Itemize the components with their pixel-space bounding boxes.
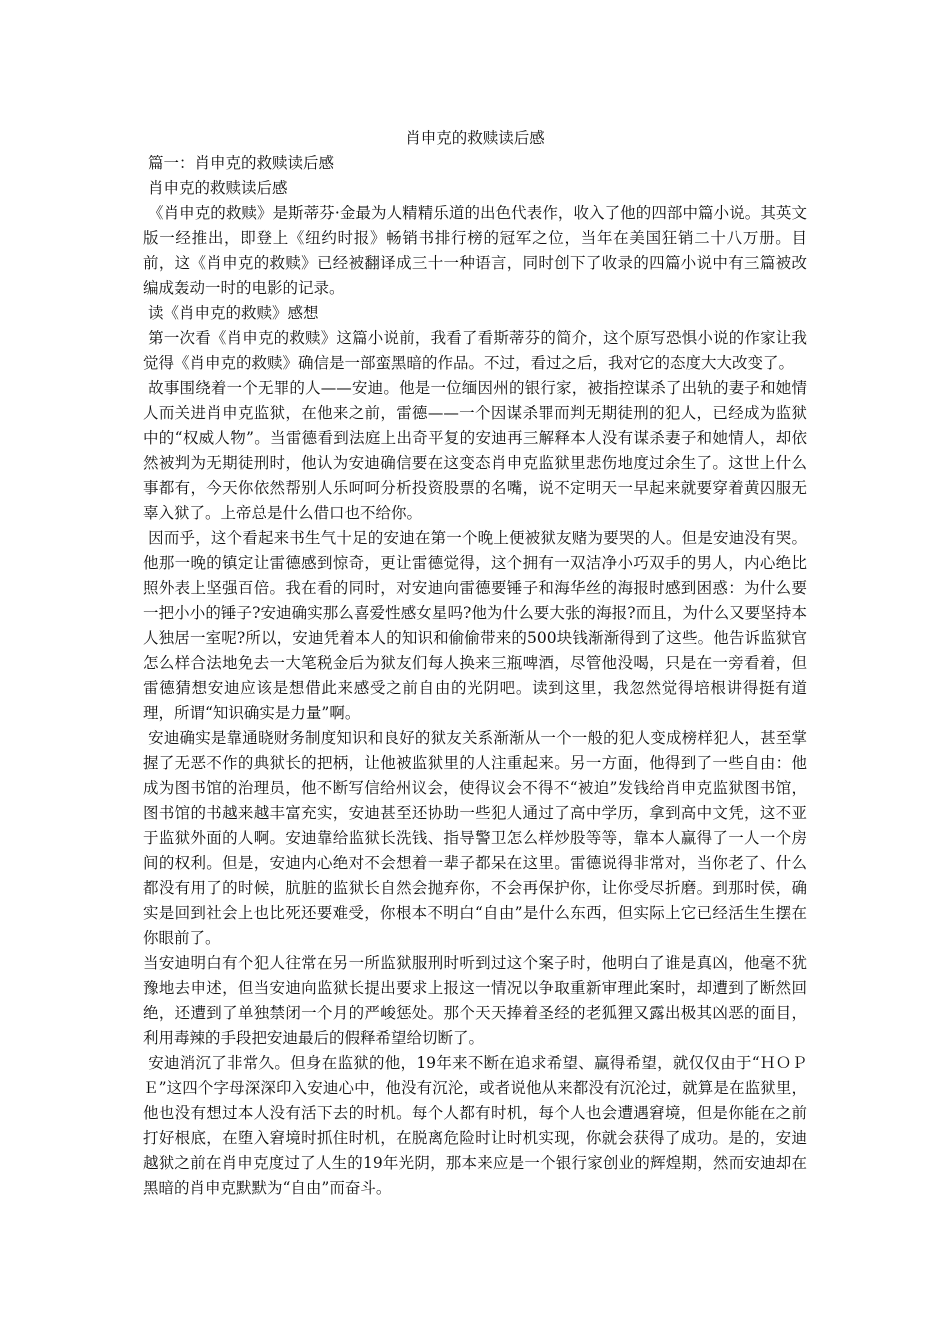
paragraph-hope: 安迪消沉了非常久。但身在监狱的他，19年来不断在追求希望、赢得希望，就仅仅由于“ＨＯＰＥ”这四个字母深深印入安迪心中，他没有沉沦，或者说他从来都没有沉沦过，就算是在监狱里，他也没有想过本人没有活下去的时机。每个人都有时机，每个人也会遭遇窘境，但是你能在之前打好根底，在堕入窘境时抓住时机，在脱离危险时让时机实现，你就会获得了成功。是的，安迪越狱之前在肖申克度过了人生的19年光阴，那本来应是一个银行家创业的辉煌期，然而安迪却在黑暗的肖申克默默为“自由”而奋斗。 [143,1054,807,1197]
paragraph-first-impression: 第一次看《肖申克的救赎》这篇小说前，我看了看斯蒂芬的简介，这个原写恐惧小说的作家让我觉得《肖申克的救赎》确信是一部蛮黑暗的作品。不过，看过之后，我对它的态度大大改变了。 [143,329,807,372]
paragraph-library: 安迪确实是靠通晓财务制度知识和良好的狱友关系渐渐从一个一般的犯人变成榜样犯人，甚至掌握了无恶不作的典狱长的把柄，让他被监狱里的人注重起来。另一方面，他得到了一些自由：他成为图书馆的治理员，他不断写信给州议会，使得议会不得不“被迫”发钱给肖申克监狱图书馆，图书馆的书越来越丰富充实，安迪甚至还协助一些犯人通过了高中学历，拿到高中文凭，这不亚于监狱外面的人啊。安迪靠给监狱长洗钱、指导警卫怎么样炒股等等，靠本人赢得了一人一个房间的权利。但是，安迪内心绝对不会想着一辈子都呆在这里。雷德说得非常对，当你老了、什么都没有用了的时候，肮脏的监狱长自然会抛弃你，不会再保护你，让你受尽折磨。到那时侯，确实是回到社会上也比死还要难受，你根本不明白“自由”是什么东西，但实际上它已经活生生摆在你眼前了。 [143,729,807,947]
document-body [143,126,807,1201]
paragraph-heading: 读《肖申克的救赎》感想 [143,304,319,322]
document-title: 肖申克的救赎读后感 [405,129,545,147]
paragraph-first-night: 因而乎，这个看起来书生气十足的安迪在第一个晚上便被狱友赌为要哭的人。但是安迪没有哭。他那一晚的镇定让雷德感到惊奇，更让雷德觉得，这个拥有一双洁净小巧双手的男人，内心绝比照外表上坚强百倍。我在看的同时，对安迪向雷德要锤子和海华丝的海报时感到困惑：为什么要一把小小的锤子?安迪确实那么喜爱性感女星吗?他为什么要大张的海报?而且，为什么又要坚持本人独居一室呢?所以，安迪凭着本人的知识和偷偷带来的500块钱渐渐得到了这些。他告诉监狱官怎么样合法地免去一大笔税金后为狱友们每人换来三瓶啤酒，尽管他没喝，只是在一旁看着，但雷德猜想安迪应该是想借此来感受之前自由的光阴吧。读到这里，我忽然觉得培根讲得挺有道理，所谓“知识确实是力量”啊。 [143,529,807,722]
section-heading: 篇一：肖申克的救赎读后感 [143,154,334,172]
sub-heading: 肖申克的救赎读后感 [143,179,288,197]
paragraph-appeal: 当安迪明白有个犯人往常在另一所监狱服刑时听到过这个案子时，他明白了谁是真凶，他毫不犹豫地去申述，但当安迪向监狱长提出要求上报这一情况以争取重新审理此案时，却遭到了断然回绝，还遭到了单独禁闭一个月的严峻惩处。那个天天捧着圣经的老狐狸又露出极其凶恶的面目，利用毒辣的手段把安迪最后的假释希望给切断了。 [143,954,807,1047]
paragraph-intro: 《肖申克的救赎》是斯蒂芬·金最为人精精乐道的出色代表作，收入了他的四部中篇小说。其英文版一经推出，即登上《纽约时报》畅销书排行榜的冠军之位，当年在美国狂销二十八万册。目前，这《肖申克的救赎》已经被翻译成三十一种语言，同时创下了收录的四篇小说中有三篇被改编成轰动一时的电影的记录。 [143,204,807,297]
paragraph-story: 故事围绕着一个无罪的人——安迪。他是一位缅因州的银行家，被指控谋杀了出轨的妻子和她情人而关进肖申克监狱，在他来之前，雷德——一个因谋杀罪而判无期徒刑的犯人，已经成为监狱中的“权威人物”。当雷德看到法庭上出奇平复的安迪再三解释本人没有谋杀妻子和她情人，却依然被判为无期徒刑时，他认为安迪确信要在这变态肖申克监狱里悲伤地度过余生了。这世上什么事都有，今天你依然帮别人乐呵呵分析投资股票的名嘴，说不定明天一早起来就要穿着黄囚服无辜入狱了。上帝总是什么借口也不给你。 [143,379,807,522]
